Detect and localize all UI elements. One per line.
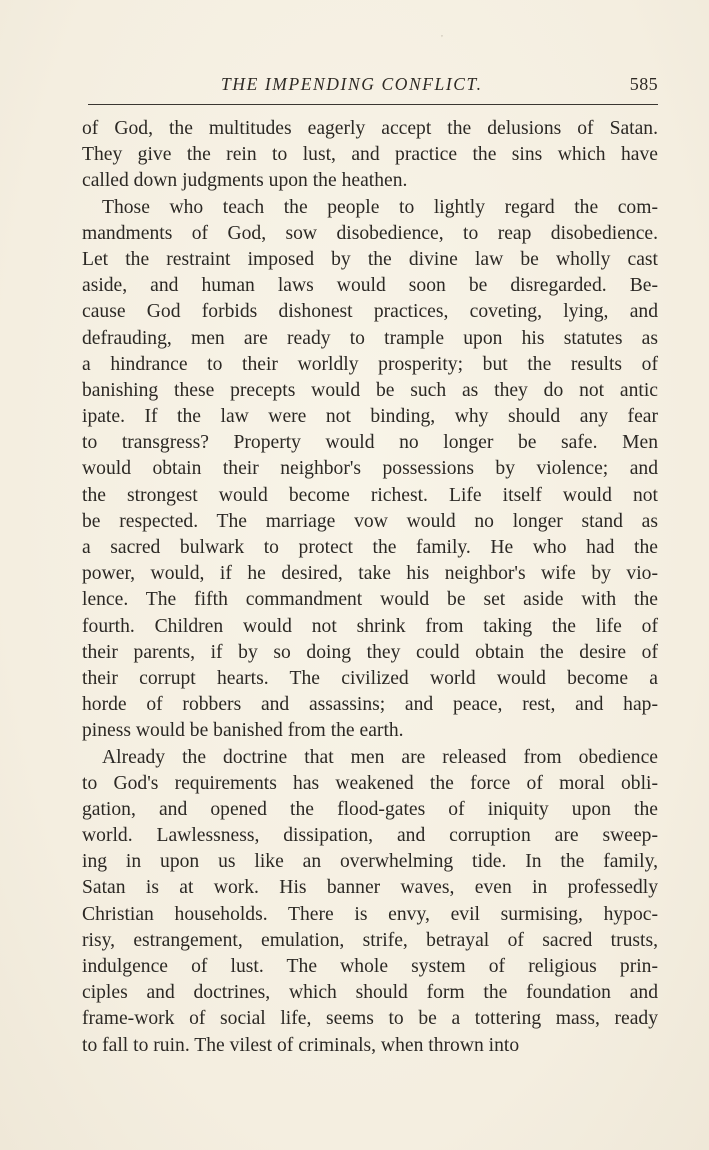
text-line: would obtain their neighbor's possessions by violence; and <box>82 458 658 480</box>
text-line: ciples and doctrines, which should form the foundation and <box>82 982 658 1004</box>
text-line: indulgence of lust. The whole system of religious prin- <box>82 956 658 977</box>
text-line: lence. The fifth commandment would be set aside with the <box>82 589 658 611</box>
text-line: to God's requirements has weakened the force of moral obli- <box>82 772 658 794</box>
text-line: ipate. If the law were not binding, why should any fear <box>82 406 658 428</box>
text-line: defrauding, men are ready to trample upon his statutes as <box>82 327 658 349</box>
text-line: the strongest would become richest. Life itself would not <box>82 484 658 506</box>
text-line: Already the doctrine that men are released from obedience <box>102 746 658 768</box>
text-line: gation, and opened the flood-gates of iniquity upon the <box>82 798 658 820</box>
text-line: Christian households. There is envy, evil surmising, hypoc- <box>82 903 658 925</box>
text-line: to transgress? Property would no longer be safe. Men <box>82 432 658 454</box>
text-line: horde of robbers and assassins; and peace, rest, and hap- <box>82 694 658 716</box>
text-line: Those who teach the people to lightly regard the com- <box>102 196 658 218</box>
text-line: be respected. The marriage vow would no longer stand as <box>82 510 658 532</box>
text-line: a sacred bulwark to protect the family. He who had the <box>82 537 658 558</box>
text-line: their corrupt hearts. The civilized world would become a <box>82 667 658 689</box>
text-line: called down judgments upon the heathen. <box>82 170 408 192</box>
text-line: power, would, if he desired, take his neighbor's wife by vio- <box>82 563 658 585</box>
text-line: ing in upon us like an overwhelming tide. In the family, <box>82 851 658 873</box>
text-line: fourth. Children would not shrink from taking the life of <box>82 615 658 637</box>
text-line: Satan is at work. His banner waves, even in professedly <box>82 877 658 899</box>
text-line: risy, estrangement, emulation, strife, betrayal of sacred trusts, <box>82 929 658 951</box>
text-line: aside, and human laws would soon be disregarded. Be- <box>82 275 658 297</box>
running-title: THE IMPENDING CONFLICT. <box>221 74 483 94</box>
header-rule <box>88 104 658 105</box>
page-header <box>88 74 658 100</box>
text-line: a hindrance to their worldly prosperity; but the results of <box>82 353 658 375</box>
text-line: Let the restraint imposed by the divine law be wholly cast <box>82 248 658 270</box>
paper-speck: , <box>441 29 443 38</box>
text-line: their parents, if by so doing they could obtain the desire of <box>82 641 658 663</box>
text-line: cause God forbids dishonest practices, coveting, lying, and <box>82 301 658 323</box>
text-line: world. Lawlessness, dissipation, and corruption are sweep- <box>82 825 658 847</box>
body-text <box>82 116 658 1059</box>
page-number: 585 <box>629 74 658 94</box>
text-line: piness would be banished from the earth. <box>82 720 404 742</box>
text-line: to fall to ruin. The vilest of criminals, when thrown into <box>82 1034 520 1056</box>
text-line: They give the rein to lust, and practice the sins which have <box>82 144 658 166</box>
text-line: frame-work of social life, seems to be a tottering mass, ready <box>82 1008 658 1030</box>
text-line: of God, the multitudes eagerly accept the delusions of Satan. <box>82 118 658 139</box>
text-line: banishing these precepts would be such as they do not antic <box>82 379 658 401</box>
text-line: mandments of God, sow disobedience, to reap disobedience. <box>82 222 658 244</box>
